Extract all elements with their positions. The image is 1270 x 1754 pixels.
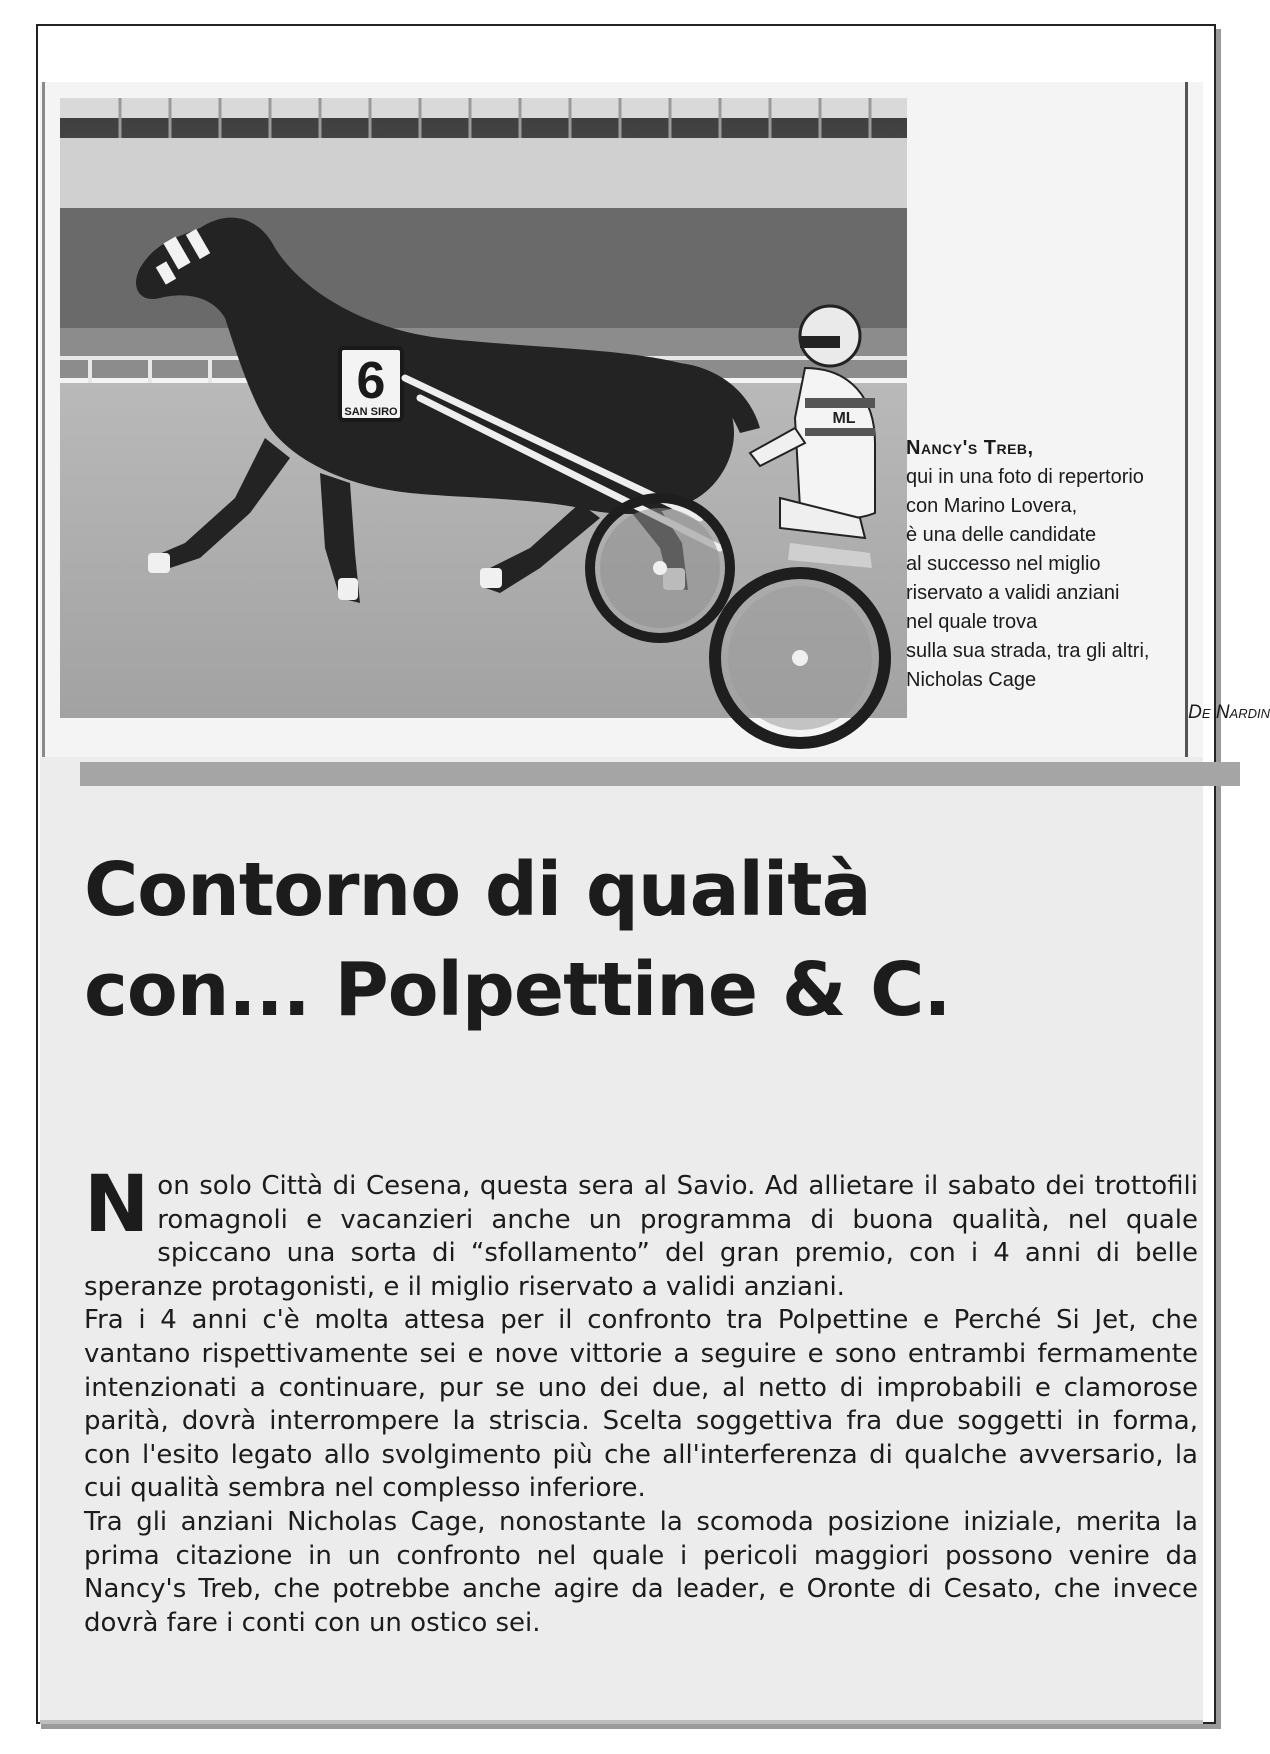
separator-band — [80, 762, 1240, 786]
caption-line: sulla sua strada, tra gli altri, — [906, 640, 1150, 662]
caption-line: qui in una foto di repertorio — [906, 466, 1144, 488]
headline-line-2: con... Polpettine & C. — [84, 947, 951, 1033]
grandstand-wall — [60, 138, 907, 208]
harness-racing-photo — [60, 98, 907, 718]
driver-silks-initials: ML — [832, 410, 856, 427]
clipping-bottom-edge — [40, 1720, 1203, 1724]
paragraph-2: Fra i 4 anni c'è molta attesa per il confronto tra Polpettine e Perché Si Jet, che vantano rispettivamente sei e nove vittorie a seguire e sono entrambi fermamente intenzionati a continuare, pur se uno dei due, al netto di improbabili e clamorose parità, dovrà interrompere la striscia. Scelta soggettiva fra due soggetti in forma, con l'esito legato allo svolgimento più che all'interferenza di qualche avversario, la cui qualità sembra nel complesso inferiore. — [84, 1305, 1198, 1504]
headline-line-1: Contorno di qualità — [84, 847, 871, 933]
number-cloth-sponsor: SAN SIRO — [344, 406, 398, 418]
caption-line: Nicholas Cage — [906, 669, 1037, 691]
number-cloth — [340, 348, 402, 420]
paragraph-3: Tra gli anziani Nicholas Cage, nonostante la scomoda posizione iniziale, merita la prima citazione in un confronto nel quale i pericoli maggiori possono venire da Nancy's Treb, che potrebbe anche agire da leader, e Oronte di Cesato, che invece dovrà fare i conti con un ostico sei. — [84, 1506, 1198, 1638]
column-rule-left — [42, 82, 45, 757]
newspaper-clipping — [40, 82, 1270, 1722]
article-body — [84, 1160, 1198, 1640]
caption-line: al successo nel miglio — [906, 553, 1101, 575]
photo-caption — [906, 434, 1206, 695]
number-cloth-number: 6 — [356, 352, 386, 410]
caption-line: nel quale trova — [906, 611, 1038, 633]
article-headline — [84, 840, 1204, 1040]
photo-credit: De Nardin — [1188, 702, 1270, 723]
caption-line: è una delle candidate — [906, 524, 1097, 546]
paragraph-1 — [84, 1160, 1198, 1304]
drop-cap: N — [84, 1160, 150, 1250]
paragraph-1-text: on solo Città di Cesena, questa sera al Savio. Ad allietare il sabato dei trottofili romagnoli e vacanzieri anche un programma di buona qualità, nel quale spiccano una sorta di “sfollamento” del gran premio, con i 4 anni di belle speranze protagonisti, e il miglio riservato a validi anziani. — [84, 1171, 1198, 1302]
grandstand-top-band — [60, 98, 907, 118]
caption-line: riservato a validi anziani — [906, 582, 1120, 604]
caption-line: con Marino Lovera, — [906, 495, 1078, 517]
caption-title: Nancy's Treb, — [906, 437, 1034, 459]
